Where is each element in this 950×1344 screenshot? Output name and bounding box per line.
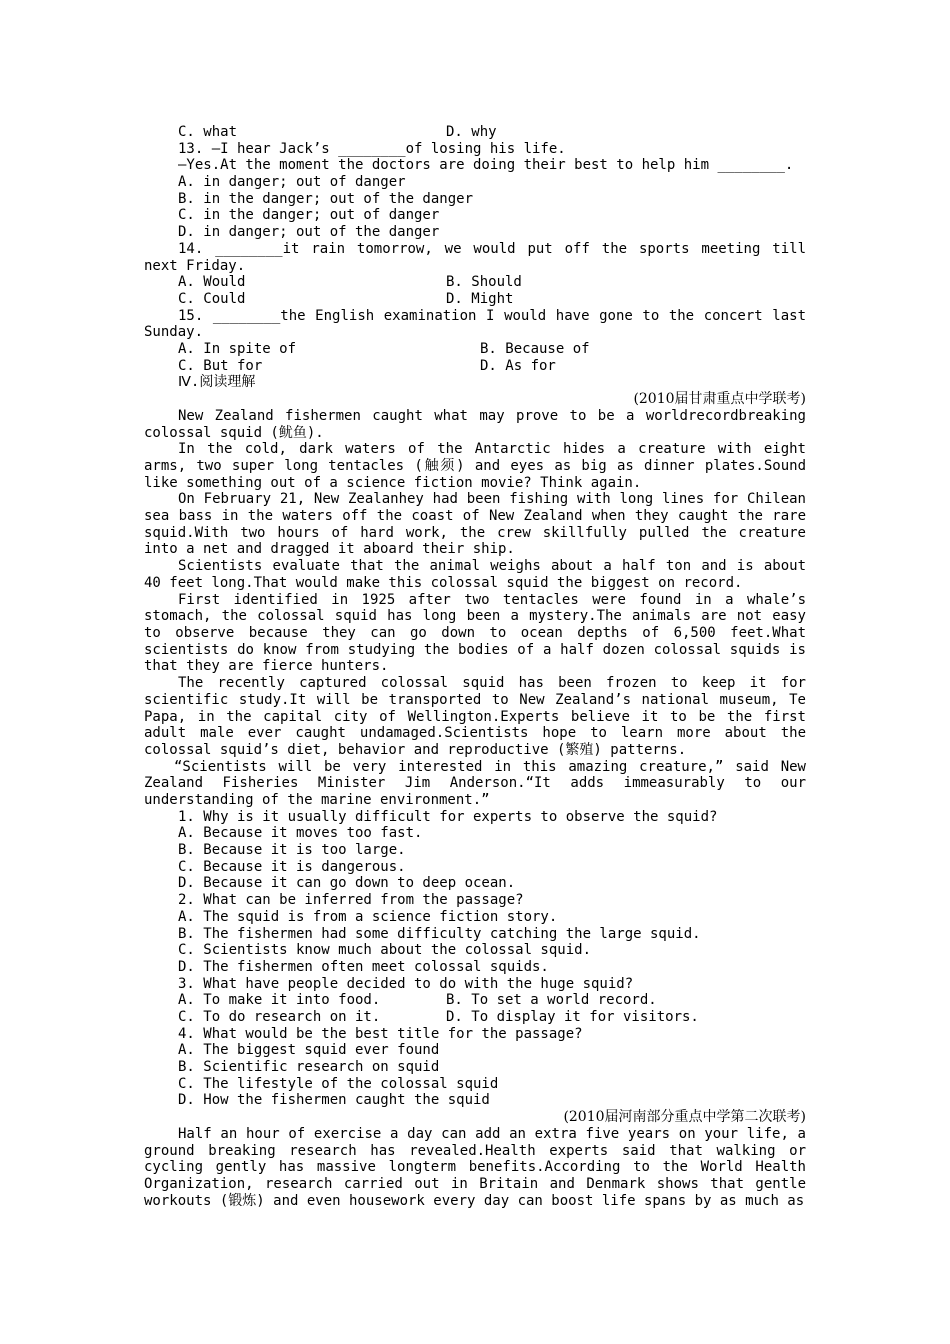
option-row: [144, 341, 806, 358]
question-14: 14. ________it rain tomorrow, we would put off the sports meeting till next Friday.: [144, 240, 806, 274]
option-d: D. Might: [446, 290, 514, 307]
option-row: [144, 1009, 806, 1026]
option-d: D. in danger; out of the danger: [178, 224, 440, 241]
option-c: C. Because it is dangerous.: [178, 858, 406, 875]
option-c: C. To do research on it.: [178, 1008, 381, 1025]
reading-question-4: 4. What would be the best title for the passage?: [178, 1025, 583, 1042]
option-d: D. Because it can go down to deep ocean.: [178, 875, 516, 892]
passage-paragraph: On February 21, New Zealanhey had been fishing with long lines for Chilean sea bass in the waters off the coast of New Zealand when they caught the rare squid.With two hours of hard work, the crew skillfully pulled the creature into a net and dragged it aboard their ship.: [144, 491, 806, 558]
passage-paragraph: “Scientists will be very interested in this amazing creature,” said New Zealand Fisheries Minister Jim Anderson.“It adds immeasurably to our understanding of the marine environment.”: [144, 758, 806, 809]
question-13-reply: —Yes.At the moment the doctors are doing their best to help him ________.: [178, 157, 794, 174]
option-a: A. To make it into food.: [178, 992, 381, 1009]
option-b: B. To set a world record.: [446, 992, 657, 1009]
option-c: C. in the danger; out of danger: [178, 207, 440, 224]
source-note: (2010届河南部分重点中学第二次联考): [563, 1109, 806, 1126]
passage-paragraph: In the cold, dark waters of the Antarctic hides a creature with eight arms, two super long tentacles (触须) and eyes as big as dinner plates.Sound like something out of a science fiction movie? Think again.: [144, 441, 806, 491]
option-row: [144, 124, 806, 141]
option-a: A. The squid is from a science fiction story.: [178, 908, 558, 925]
option-b: B. Because of: [480, 341, 590, 358]
passage-paragraph: The recently captured colossal squid has been frozen to keep it for scientific study.It will be transported to New Zealand’s national museum, Te Papa, in the capital city of Wellington.Experts believe it to be the first adult male ever caught undamaged.Scientists hope to learn more about the colossal squid’s diet, behavior and reproductive (繁殖) patterns.: [144, 675, 806, 758]
passage-paragraph: Scientists evaluate that the animal weighs about a half ton and is about 40 feet long.That would make this colossal squid the biggest on record.: [144, 558, 806, 591]
option-b: B. Scientific research on squid: [178, 1059, 440, 1076]
reading-question-1: 1. Why is it usually difficult for experts to observe the squid?: [178, 808, 718, 825]
question-15: 15. ________the English examination I would have gone to the concert last Sunday.: [144, 307, 806, 341]
option-d: D. To display it for visitors.: [446, 1008, 699, 1025]
option-d: D. How the fishermen caught the squid: [178, 1092, 490, 1109]
option-c: C. what: [178, 124, 238, 140]
option-b: B. The fishermen had some difficulty catching the large squid.: [178, 925, 701, 942]
passage-paragraph: Half an hour of exercise a day can add an extra five years on your life, a ground breaking research has revealed.Health experts said that walking or cycling gently has massive longterm benefits.According to the World Health Organization, research carried out in Britain and Denmark shows that gentle workouts (锻炼) and even housework every day can boost life spans by as much as: [144, 1125, 806, 1209]
passage-paragraph: First identified in 1925 after two tentacles were found in a whale’s stomach, the colossal squid has long been a mystery.The animals are not easy to observe because they can go down to ocean depths of 6,500 feet.What scientists do know from studying the bodies of a half dozen colossal squids is that they are fierce hunters.: [144, 591, 806, 675]
option-d: D. As for: [480, 357, 556, 374]
option-b: B. in the danger; out of the danger: [178, 190, 474, 207]
reading-question-3: 3. What have people decided to do with the huge squid?: [178, 975, 634, 992]
option-a: A. Would: [178, 274, 246, 291]
question-13: 13. —I hear Jack’s ________of losing his life.: [178, 140, 566, 157]
option-a: A. in danger; out of danger: [178, 174, 406, 191]
passage-paragraph: New Zealand fishermen caught what may prove to be a worldrecordbreaking colossal squid (鱿鱼).: [144, 407, 806, 441]
source-note: (2010届甘肃重点中学联考): [633, 391, 806, 408]
option-d: D. why: [446, 124, 497, 140]
option-c: C. Scientists know much about the colossal squid.: [178, 942, 592, 959]
option-b: B. Because it is too large.: [178, 842, 406, 859]
option-row: [144, 291, 806, 308]
option-a: A. The biggest squid ever found: [178, 1042, 440, 1059]
option-row: [144, 992, 806, 1009]
option-a: A. In spite of: [178, 341, 297, 358]
option-row: [144, 358, 806, 375]
option-c: C. But for: [178, 357, 263, 374]
document-page: [144, 124, 806, 1209]
reading-question-2: 2. What can be inferred from the passage?: [178, 892, 524, 909]
option-row: [144, 274, 806, 291]
option-c: C. Could: [178, 290, 246, 307]
option-d: D. The fishermen often meet colossal squids.: [178, 958, 549, 975]
option-b: B. Should: [446, 274, 522, 291]
section-heading: Ⅳ.阅读理解: [178, 374, 256, 391]
option-a: A. Because it moves too fast.: [178, 825, 423, 842]
option-c: C. The lifestyle of the colossal squid: [178, 1075, 499, 1092]
